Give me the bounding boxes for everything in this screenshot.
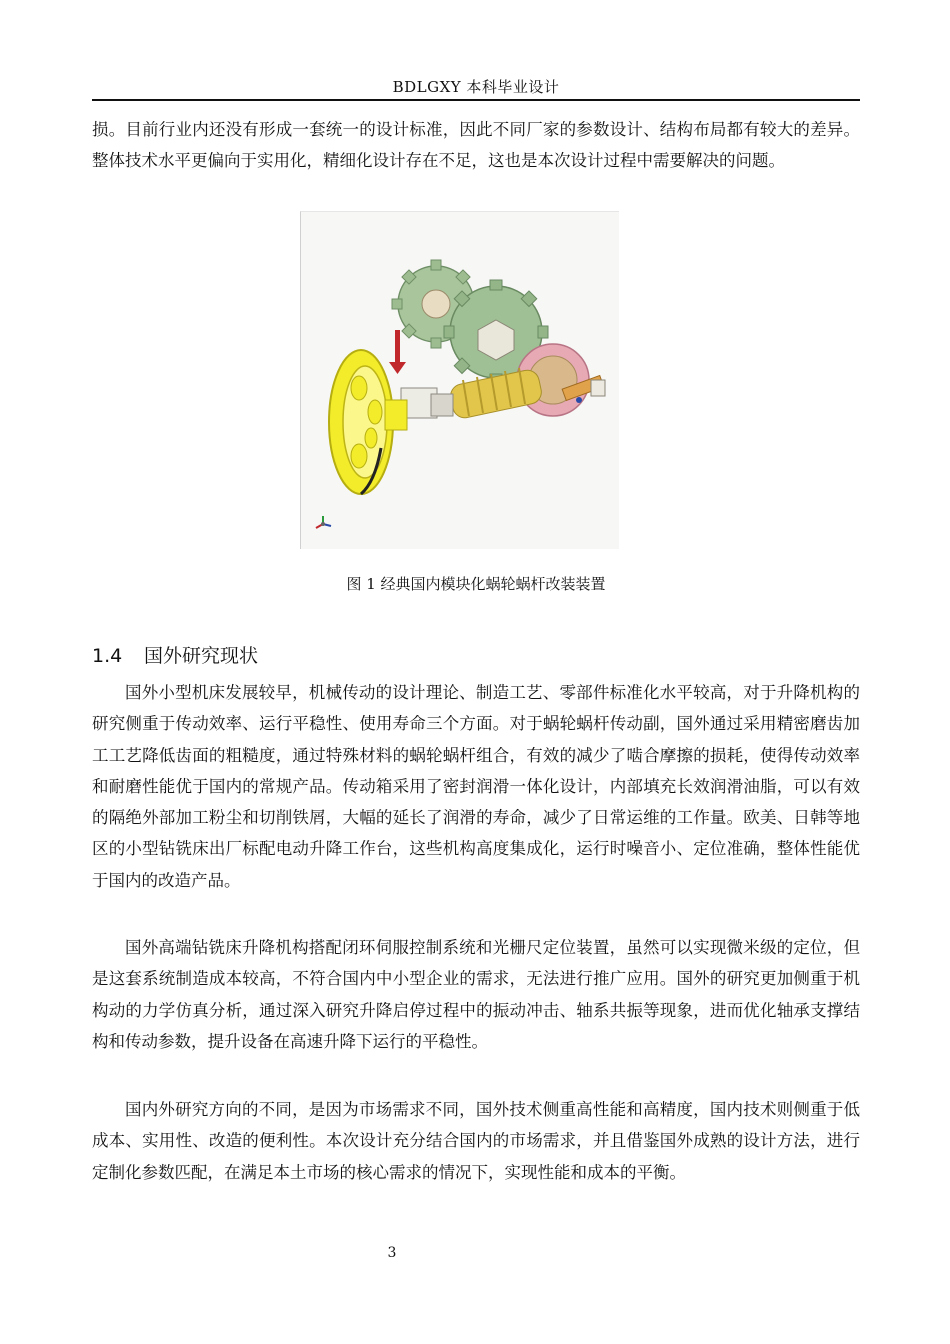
direction-arrow — [389, 330, 406, 374]
header-rule — [92, 99, 860, 101]
lever-block — [591, 380, 605, 396]
page-header: BDLGXY 本科毕业设计 — [392, 78, 560, 96]
paragraph-1: 国外小型机床发展较早，机械传动的设计理论、制造工艺、零部件标准化水平较高，对于升降机构的研究侧重于传动效率、运行平稳性、使用寿命三个方面。对于蜗轮蜗杆传动副，国外通过采用精密磨齿加工工艺降低齿面的粗糙度，通过特殊材料的蜗轮蜗杆组合，有效的减少了啮合摩擦的损耗，使得传动效率和耐磨性能优于国内的常规产品。传动箱采用了密封润滑一体化设计，内部填充长效润滑油脂，可以有效的隔绝外部加工粉尘和切削铁屑，大幅的延长了润滑的寿命，减少了日常运维的工作量。欧美、日韩等地区的小型钻铣床出厂标配电动升降工作台，这些机构高度集成化，运行时噪音小、定位准确，整体性能优于国内的改造产品。 — [92, 683, 860, 890]
pivot-marker — [576, 397, 582, 403]
section-title: 国外研究现状 — [144, 645, 259, 667]
page-number: 3 — [387, 1245, 397, 1261]
paragraph-3: 国内外研究方向的不同，是因为市场需求不同，国外技术侧重高性能和高精度，国内技术则侧重于低成本、实用性、改造的便利性。本次设计充分结合国内的市场需求，并且借鉴国外成熟的设计方法，进行定制化参数匹配，在满足本土市场的核心需求的情况下，实现性能和成本的平衡。 — [92, 1100, 860, 1182]
worm-gear-illustration — [301, 212, 619, 549]
figure-worm-gear-device — [300, 211, 619, 549]
figure-caption: 图 1 经典国内模块化蜗轮蜗杆改装装置 — [346, 575, 606, 593]
axis-triad-icon — [316, 516, 331, 528]
paragraph-0: 损。目前行业内还没有形成一套统一的设计标准，因此不同厂家的参数设计、结构布局都有较大的差异。整体技术水平更偏向于实用化，精细化设计存在不足，这也是本次设计过程中需要解决的问题。 — [92, 120, 860, 171]
paragraph-2: 国外高端钻铣床升降机构搭配闭环伺服控制系统和光栅尺定位装置，虽然可以实现微米级的定位，但是这套系统制造成本较高，不符合国内中小型企业的需求，无法进行推广应用。国外的研究更加侧重于机构动的力学仿真分析，通过深入研究升降启停过程中的振动冲击、轴系共振等现象，进而优化轴承支撑结构和传动参数，提升设备在高速升降下运行的平稳性。 — [92, 938, 860, 1051]
section-heading — [92, 641, 258, 668]
bearing-block — [431, 394, 453, 416]
section-number: 1.4 — [92, 645, 123, 667]
handwheel — [329, 350, 407, 494]
